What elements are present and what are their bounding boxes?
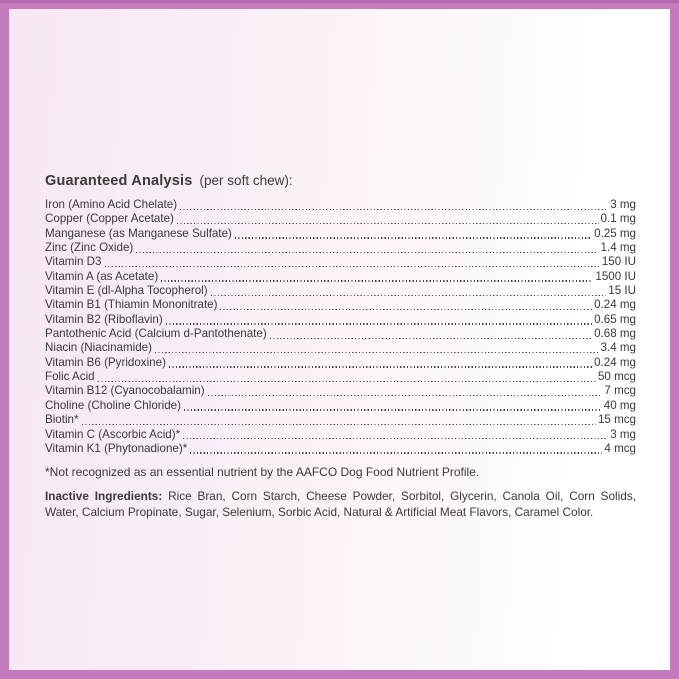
nutrient-name: Iron (Amino Acid Chelate) — [45, 198, 178, 211]
nutrient-value: 3.4 mg — [600, 341, 636, 355]
nutrient-name: Vitamin C (Ascorbic Acid)* — [45, 427, 181, 441]
dotted-leader — [79, 413, 598, 427]
nutrient-name: Manganese (as Manganese Sulfate) — [45, 226, 232, 240]
nutrient-value: 7 mcg — [604, 384, 636, 398]
nutrient-value: 1500 IU — [595, 269, 636, 283]
inactive-ingredients-label: Inactive Ingredients: — [45, 489, 163, 504]
nutrient-row — [45, 413, 636, 427]
nutrient-row — [45, 356, 636, 370]
dotted-leader — [163, 313, 594, 327]
dotted-leader — [232, 227, 594, 241]
nutrient-value: 0.1 mg — [600, 212, 636, 226]
nutrient-row — [45, 212, 636, 226]
aafco-footnote: *Not recognized as an essential nutrient by the AAFCO Dog Food Nutrient Profile. — [45, 465, 480, 480]
nutrient-row — [45, 341, 636, 355]
nutrient-value: 1.4 mg — [600, 241, 636, 255]
nutrient-name: Vitamin E (dl-Alpha Tocopherol) — [45, 284, 208, 298]
nutrient-value: 50 mcg — [597, 370, 636, 384]
inactive-ingredients — [45, 488, 636, 520]
dotted-leader — [95, 370, 598, 384]
dotted-leader — [102, 255, 602, 269]
label-content — [45, 171, 636, 521]
nutrient-name: Copper (Copper Acetate) — [45, 212, 174, 226]
inactive-ingredients-list: Rice Bran, Corn Starch, Cheese Powder, Sorbitol, Glycerin, Canola Oil, Corn Solids, Water, Calcium Propinate, Sugar, Selenium, Sorbic Acid, Natural & Artificial Meat Flavors, Caramel Color. — [45, 489, 636, 520]
nutrient-row — [45, 298, 636, 312]
nutrient-name: Choline (Choline Chloride) — [45, 398, 181, 412]
nutrient-name: Niacin (Niacinamide) — [45, 341, 152, 355]
nutrient-value: 0.24 mg — [594, 298, 636, 312]
section-heading — [45, 171, 636, 191]
nutrient-value: 4 mcg — [604, 441, 636, 455]
dotted-leader — [158, 270, 595, 284]
nutrient-row — [45, 442, 636, 456]
nutrient-row — [45, 384, 636, 398]
heading-qualifier: (per soft chew): — [199, 173, 293, 188]
dotted-leader — [267, 327, 594, 341]
nutrient-name: Vitamin A (as Acetate) — [45, 269, 159, 283]
nutrient-value: 0.24 mg — [594, 355, 636, 369]
nutrient-value: 3 mg — [610, 198, 636, 211]
nutrient-value: 40 mg — [603, 398, 636, 412]
nutrient-row — [45, 227, 636, 241]
nutrient-name: Vitamin B6 (Pyridoxine) — [45, 355, 166, 369]
nutrient-name: Biotin* — [45, 413, 79, 427]
nutrient-row — [45, 399, 636, 413]
nutrient-row — [45, 428, 636, 442]
dotted-leader — [208, 284, 609, 298]
nutrient-value: 0.68 mg — [594, 327, 636, 341]
nutrient-row — [45, 241, 636, 255]
nutrient-row — [45, 327, 636, 341]
nutrient-name: Vitamin B2 (Riboflavin) — [45, 312, 163, 326]
nutrient-row — [45, 370, 636, 384]
nutrient-value: 0.65 mg — [594, 312, 636, 326]
nutrient-value: 0.25 mg — [594, 226, 636, 240]
dotted-leader — [177, 198, 610, 212]
border-top-accent — [0, 0, 679, 3]
dotted-leader — [205, 384, 605, 398]
dotted-leader — [181, 399, 604, 413]
nutrient-name: Pantothenic Acid (Calcium d-Pantothenate) — [45, 327, 267, 341]
nutrient-row — [45, 284, 636, 298]
nutrient-value: 15 mcg — [597, 413, 636, 427]
nutrient-row — [45, 313, 636, 327]
nutrient-name: Vitamin K1 (Phytonadione)* — [45, 441, 188, 455]
nutrient-name: Vitamin D3 — [45, 255, 102, 269]
dotted-leader — [152, 341, 601, 355]
nutrient-row — [45, 255, 636, 269]
nutrient-name: Folic Acid — [45, 370, 95, 384]
dotted-leader — [217, 298, 594, 312]
dotted-leader — [174, 212, 601, 226]
nutrient-row — [45, 270, 636, 284]
nutrient-name: Vitamin B1 (Thiamin Mononitrate) — [45, 298, 218, 312]
dotted-leader — [187, 442, 604, 456]
nutrient-value: 15 IU — [608, 284, 636, 298]
heading-title: Guaranteed Analysis — [45, 173, 193, 189]
dotted-leader — [180, 428, 610, 442]
dotted-leader — [166, 356, 594, 370]
dotted-leader — [133, 241, 600, 255]
nutrient-table — [45, 198, 636, 456]
nutrient-name: Zinc (Zinc Oxide) — [45, 241, 134, 255]
nutrient-value: 150 IU — [601, 255, 636, 269]
nutrient-value: 3 mg — [610, 427, 636, 441]
nutrient-name: Vitamin B12 (Cyanocobalamin) — [45, 384, 205, 398]
nutrient-row — [45, 198, 636, 212]
